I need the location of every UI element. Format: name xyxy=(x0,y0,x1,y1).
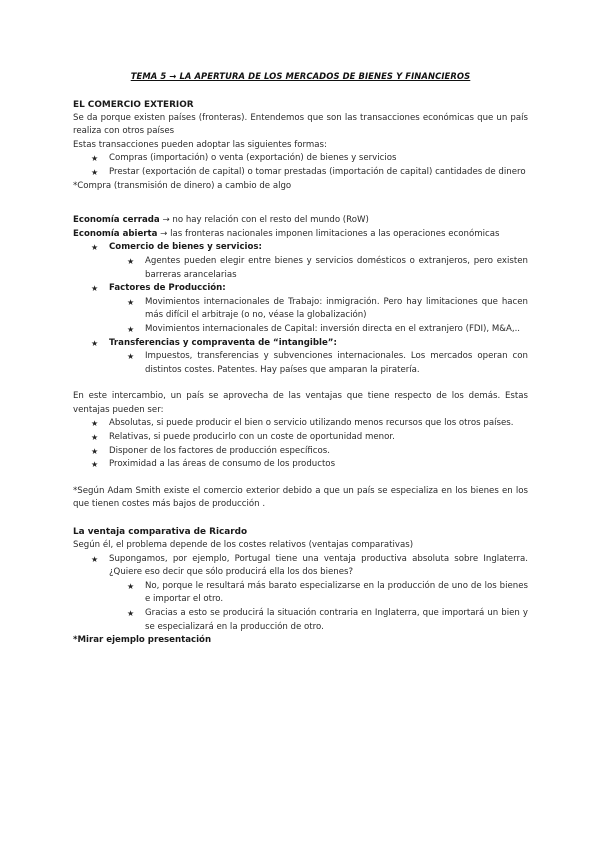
star-bullet-icon: ★ xyxy=(91,446,99,456)
footnote: *Compra (transmisión de dinero) a cambio de algo xyxy=(73,180,292,191)
paragraph-economia-cerrada: Economía cerrada → no hay relación con el resto del mundo (RoW) xyxy=(73,215,369,226)
footnote: *Según Adam Smith existe el comercio exterior debido a que un país se especializa en los bienes en los que tienen costes más bajos de producción . xyxy=(73,485,528,510)
list-item: ★ Movimientos internacionales de Trabajo: inmigración. Pero hay limitaciones que hacen más difícil el arbitraje (o no, véase la globalización) xyxy=(127,296,528,321)
section-heading-ricardo: La ventaja comparativa de Ricardo xyxy=(73,527,248,538)
list-item: ★ Relativas, si puede producirlo con un coste de oportunidad menor. xyxy=(73,431,528,445)
star-bullet-icon: ★ xyxy=(91,419,99,429)
list-item: ★ Compras (importación) o venta (exportación) de bienes y servicios xyxy=(73,152,528,166)
star-bullet-icon: ★ xyxy=(91,460,99,470)
paragraph-economia-abierta: Economía abierta → las fronteras nacionales imponen limitaciones a las operaciones económicas xyxy=(73,228,500,239)
star-bullet-icon: ★ xyxy=(127,609,135,618)
paragraph: En este intercambio, un país se aprovecha de las ventajas que tiene respecto de los demás. Estas ventajas pueden ser: xyxy=(73,391,528,415)
bullet-list xyxy=(73,553,528,635)
star-bullet-icon: ★ xyxy=(91,433,99,443)
footnote-mirar: *Mirar ejemplo presentación xyxy=(73,635,212,646)
star-bullet-icon: ★ xyxy=(91,243,99,253)
document-page xyxy=(73,66,528,648)
list-item: ★ Impuestos, transferencias y subvenciones internacionales. Los mercados operan con distintos costes. Patentes. Hay países que amparan la piratería. xyxy=(127,351,528,375)
star-bullet-icon: ★ xyxy=(91,154,99,164)
bullet-list xyxy=(73,152,528,179)
list-item: ★ Agentes pueden elegir entre bienes y servicios domésticos o extranjeros, pero existen barreras arancelarias xyxy=(127,255,528,280)
list-item: ★ Prestar (exportación de capital) o tomar prestadas (importación de capital) cantidades de dinero xyxy=(73,166,528,180)
paragraph: Se da porque existen países (fronteras). Entendemos que son las transacciones económicas que un país realiza con otros países xyxy=(73,112,528,137)
list-item: ★ Transferencias y compraventa de “intangible”: xyxy=(73,337,528,351)
list-item: ★ Proximidad a las áreas de consumo de los productos xyxy=(73,458,528,472)
list-item: ★ Absolutas, si puede producir el bien o servicio utilizando menos recursos que los otros países. xyxy=(73,417,528,431)
star-bullet-icon: ★ xyxy=(91,284,99,294)
list-item: ★ No, porque le resultará más barato especializarse en la producción de uno de los bienes e importar el otro. xyxy=(127,580,528,605)
star-bullet-icon: ★ xyxy=(91,554,99,564)
list-item: ★ Factores de Producción: xyxy=(73,282,528,296)
star-bullet-icon: ★ xyxy=(127,581,135,591)
list-item: ★ Comercio de bienes y servicios: xyxy=(73,241,528,255)
star-bullet-icon: ★ xyxy=(127,352,135,362)
bullet-list xyxy=(73,241,528,377)
star-bullet-icon: ★ xyxy=(127,297,135,307)
paragraph: Estas transacciones pueden adoptar las siguientes formas: xyxy=(73,139,327,150)
star-bullet-icon: ★ xyxy=(127,256,135,266)
list-item: ★ Movimientos internacionales de Capital: inversión directa en el extranjero (FDI), M&A,.. xyxy=(73,323,528,337)
list-item: ★ Disponer de los factores de producción específicos. xyxy=(73,445,528,459)
star-bullet-icon: ★ xyxy=(91,167,99,177)
star-bullet-icon: ★ xyxy=(91,338,99,348)
paragraph: Según él, el problema depende de los costes relativos (ventajas comparativas) xyxy=(73,540,414,551)
star-bullet-icon: ★ xyxy=(127,324,135,334)
section-heading-comercio-exterior: EL COMERCIO EXTERIOR xyxy=(73,99,194,110)
list-item: ★ Gracias a esto se producirá la situación contraria en Inglaterra, que importará un bien y se especializará en la producción de otro. xyxy=(127,608,528,632)
list-item: ★ Supongamos, por ejemplo, Portugal tiene una ventaja productiva absoluta sobre Inglaterra. ¿Quiere eso decir que sólo producirá ella los dos bienes? xyxy=(91,553,528,578)
bullet-list xyxy=(73,417,528,471)
page-title: TEMA 5 → LA APERTURA DE LOS MERCADOS DE BIENES Y FINANCIEROS xyxy=(130,71,471,81)
